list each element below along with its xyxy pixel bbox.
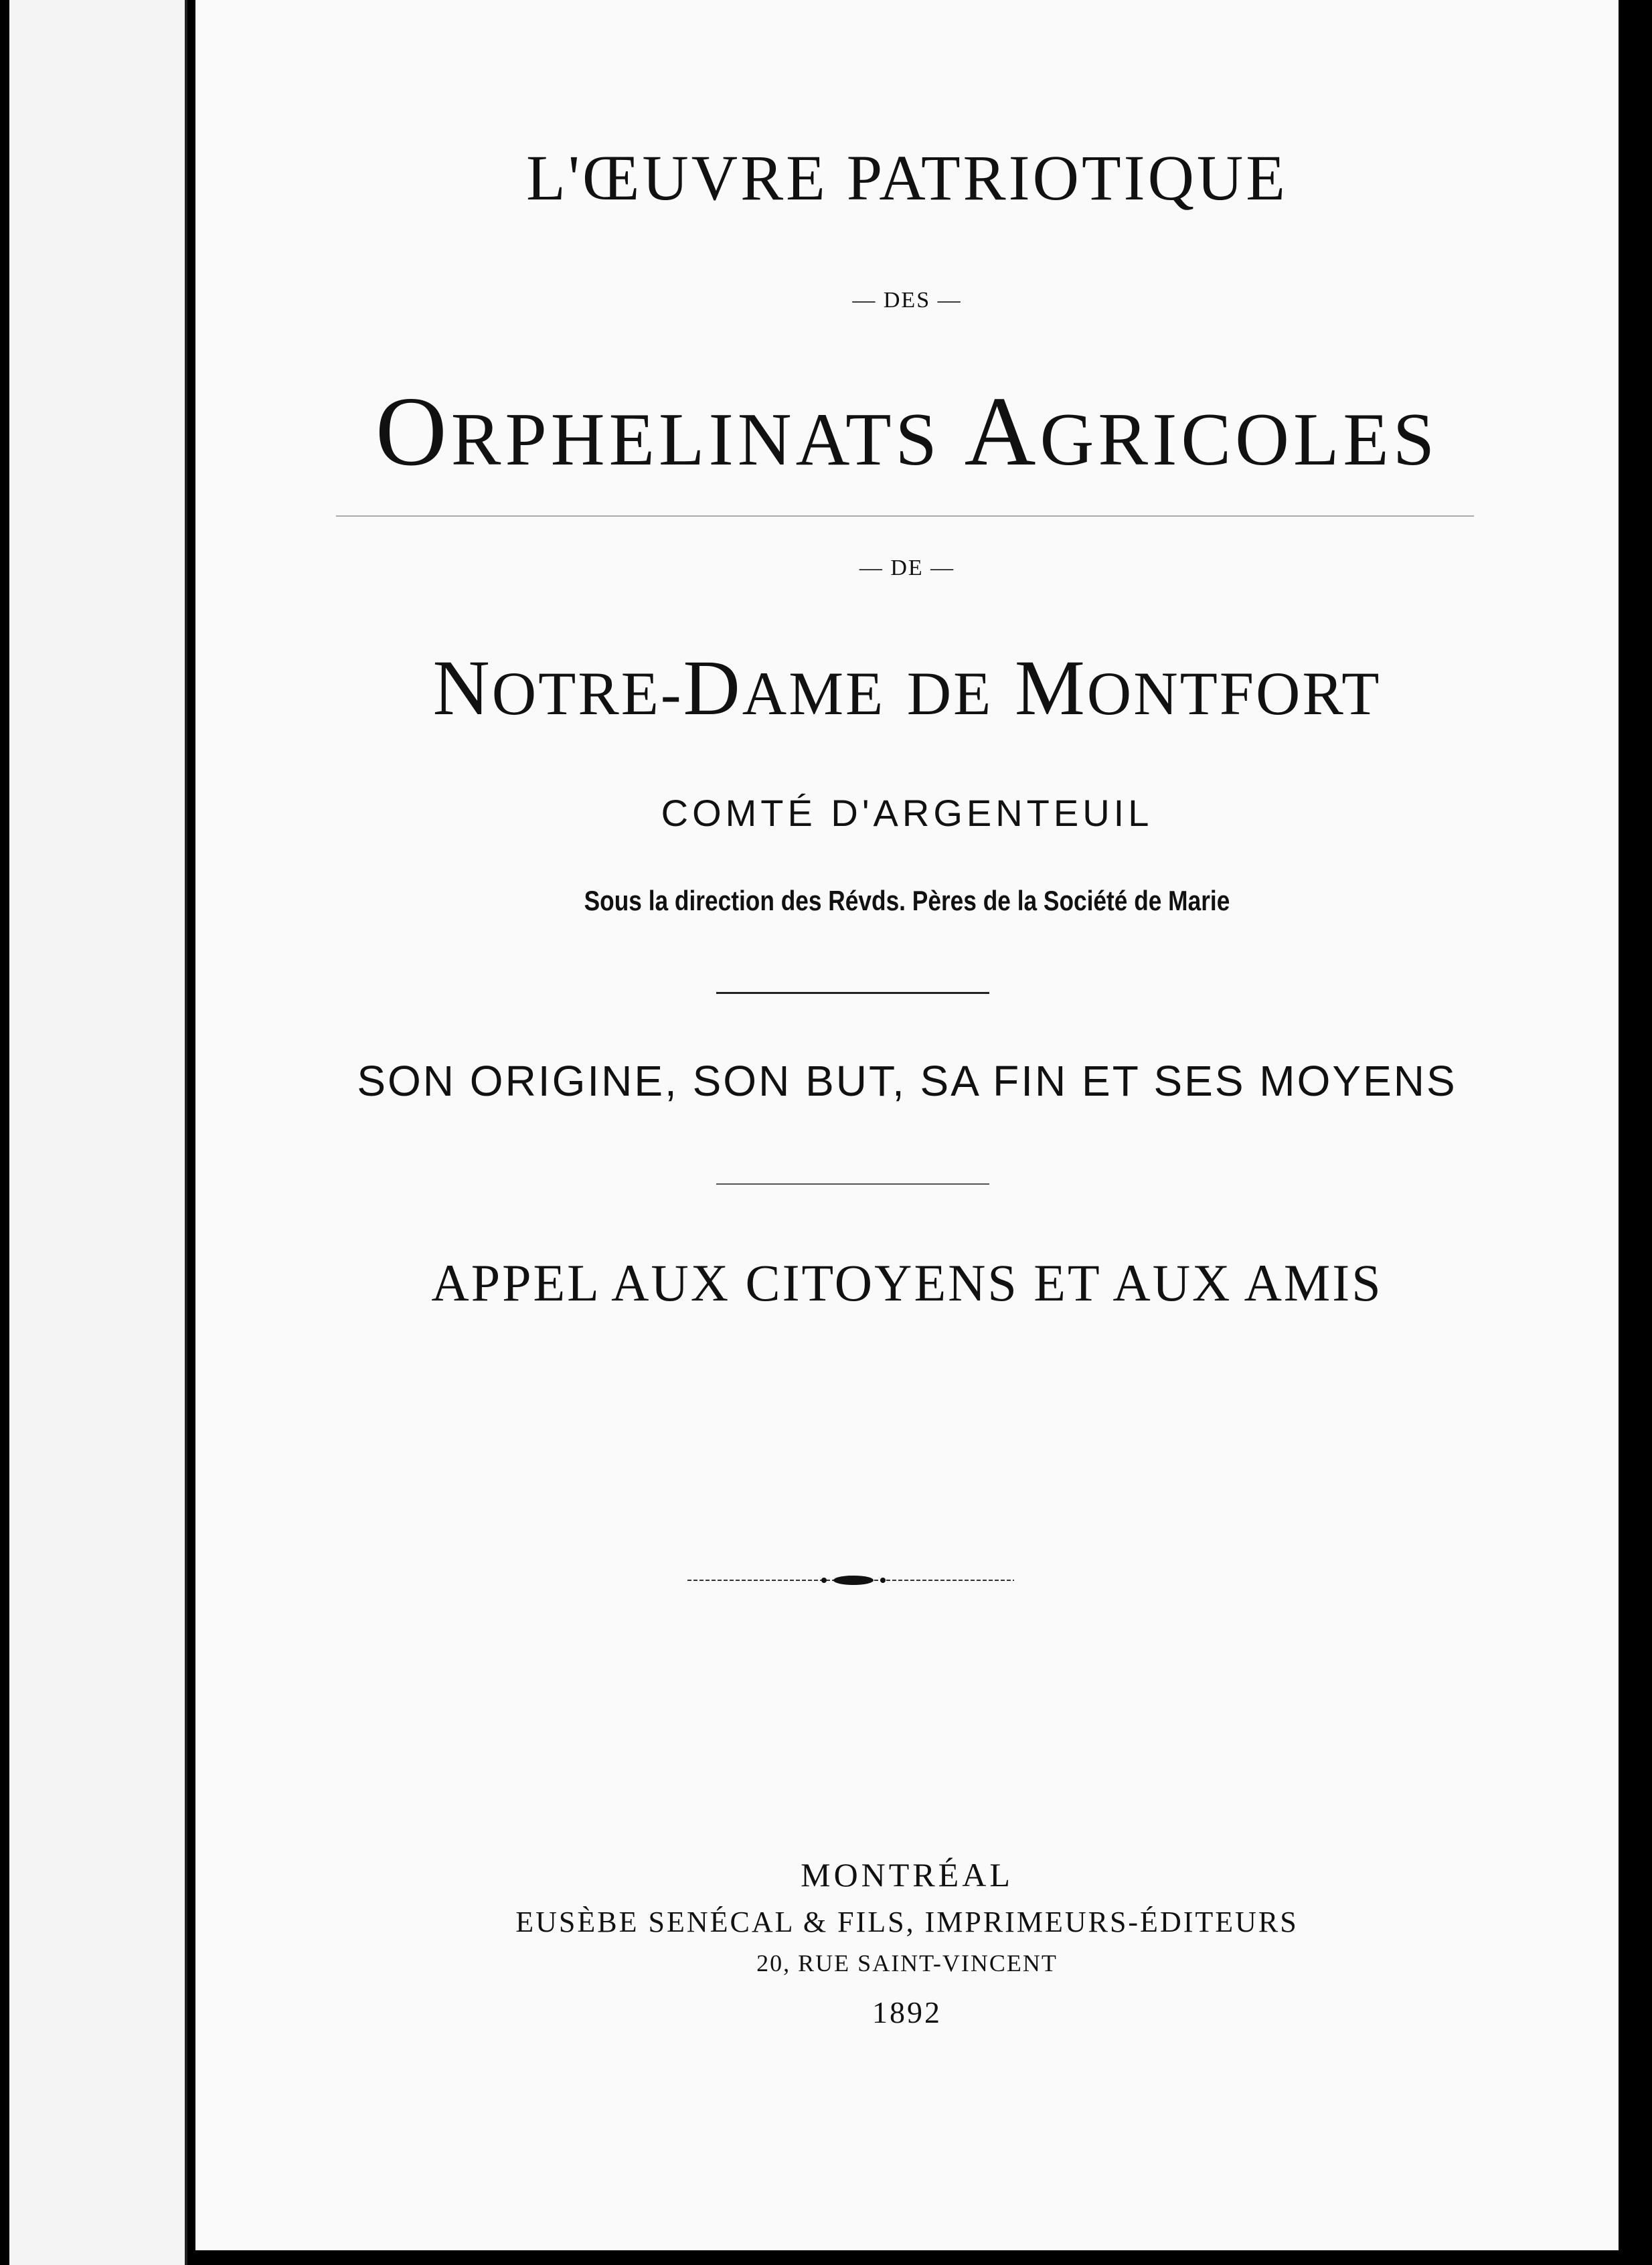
title-line-1: L'ŒUVRE PATRIOTIQUE [526, 142, 1288, 214]
imprint-year: 1892 [872, 1995, 942, 2029]
subtitle-line: SON ORIGINE, SON BUT, SA FIN ET SES MOYENS [357, 1057, 1457, 1105]
title-page [195, 0, 1623, 2250]
facing-page-edge [9, 0, 187, 2265]
divider-rule [716, 992, 989, 994]
title-rule [336, 515, 1474, 517]
title-word-rest: OTRE- [491, 659, 683, 728]
title-line-3 [195, 643, 1619, 734]
appeal-line: APPEL AUX CITOYENS ET AUX AMIS [431, 1254, 1383, 1312]
title-word-initial: N [432, 644, 492, 732]
connector-de: — DE — [859, 556, 955, 580]
title-word-rest: RPHELINATS [450, 398, 941, 481]
title-word-initial: D [683, 644, 742, 732]
title-word-initial: M [1014, 644, 1087, 732]
county-line: COMTÉ D'ARGENTEUIL [661, 792, 1153, 834]
title-word: DE [906, 659, 993, 728]
title-line-2 [195, 375, 1619, 489]
ornament-dash [687, 1570, 1014, 1590]
title-word-initial: A [964, 377, 1040, 487]
title-word-rest: GRICOLES [1040, 398, 1439, 481]
imprint-address: 20, RUE SAINT-VINCENT [756, 1950, 1058, 1977]
direction-line: Sous la direction des Révds. Pères de la Société de Marie [584, 885, 1230, 916]
title-word-rest: ONTFORT [1086, 659, 1382, 728]
title-word-rest: AME [742, 659, 886, 728]
divider-rule [716, 1183, 989, 1185]
imprint-city: MONTRÉAL [801, 1856, 1013, 1894]
imprint-publisher: EUSÈBE SENÉCAL & FILS, IMPRIMEURS-ÉDITEURS [515, 1906, 1299, 1938]
title-word-initial: O [375, 377, 451, 487]
connector-des: — DES — [852, 288, 962, 313]
